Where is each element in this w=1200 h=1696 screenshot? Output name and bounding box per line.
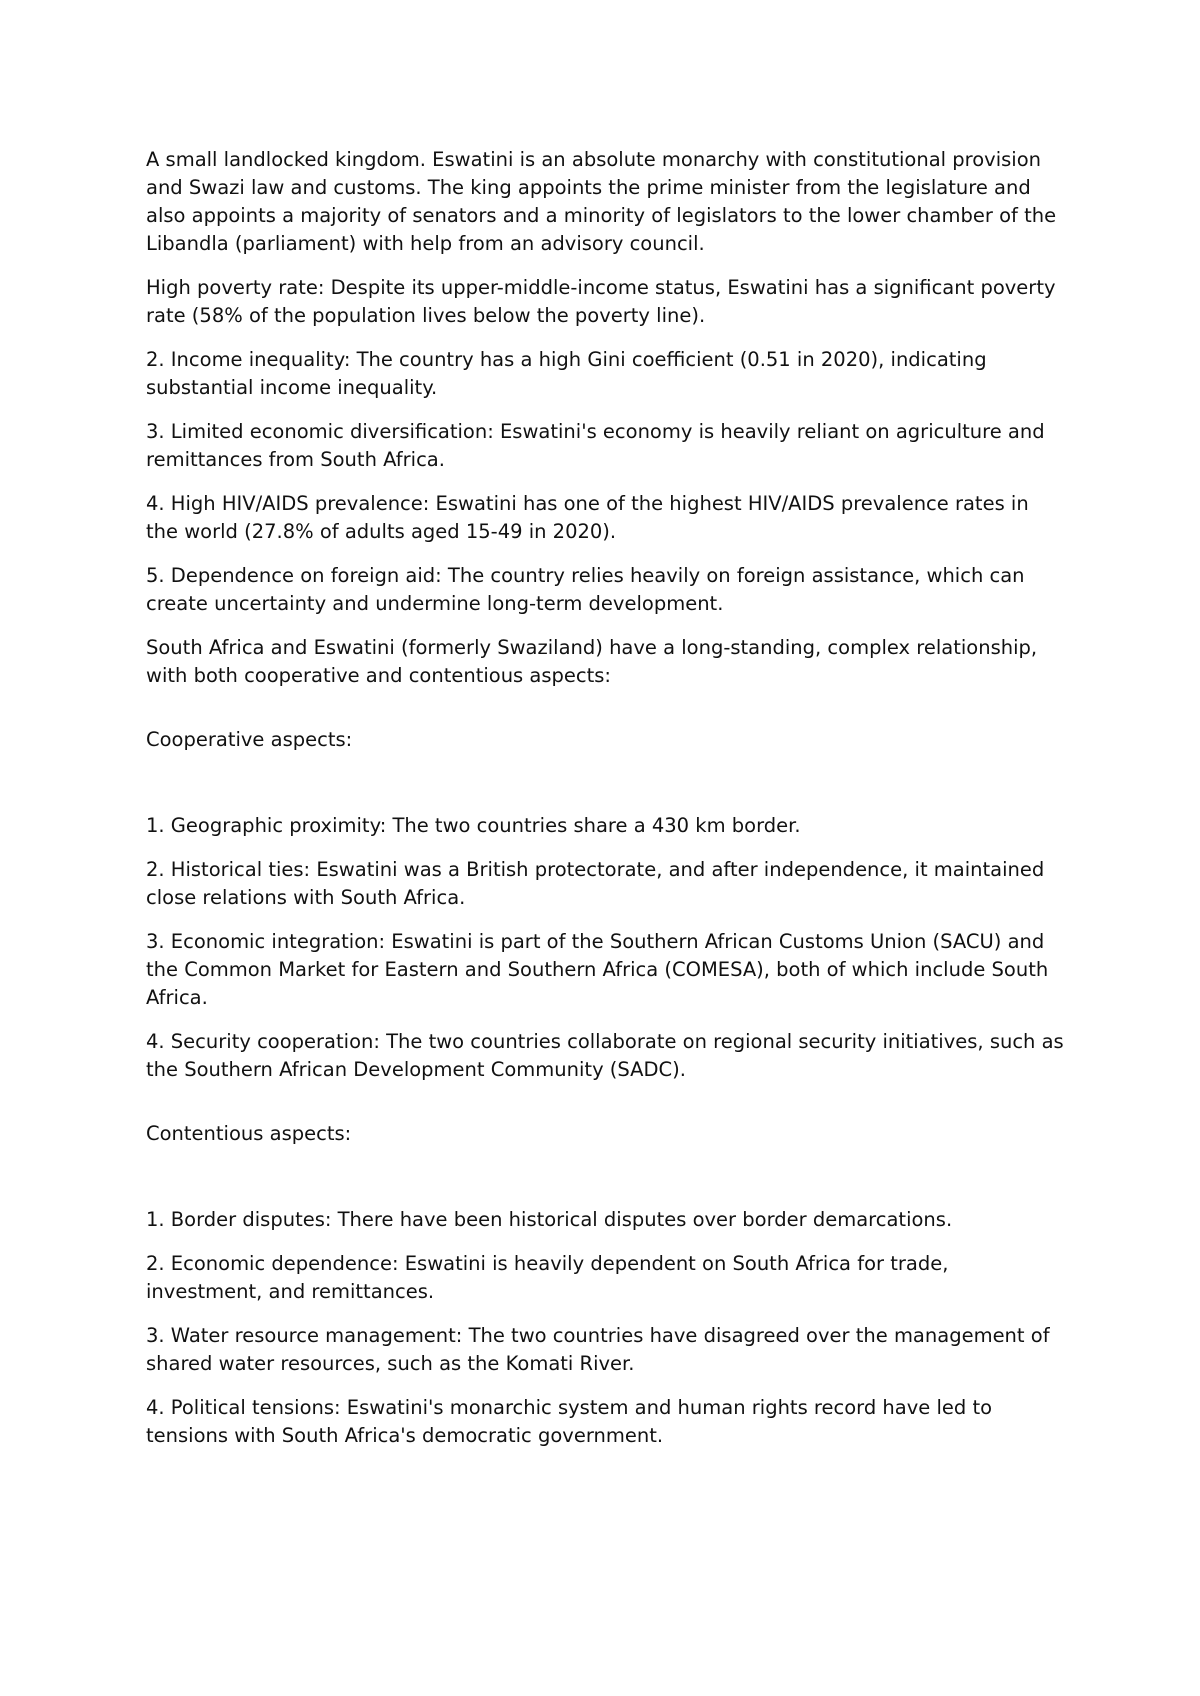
challenge-item: High poverty rate: Despite its upper-middle-income status, Eswatini has a significant poverty rate (58% of the population lives below the poverty line). — [146, 276, 1056, 327]
document-body — [146, 146, 1066, 1466]
contentious-item: 1. Border disputes: There have been historical disputes over border demarcations. — [146, 1208, 953, 1231]
relationship-intro-paragraph: South Africa and Eswatini (formerly Swaziland) have a long-standing, complex relationship, with both cooperative and contentious aspects: — [146, 636, 1038, 687]
cooperative-item: 4. Security cooperation: The two countries collaborate on regional security initiatives, such as the Southern African Development Community (SADC). — [146, 1030, 1064, 1081]
contentious-item: 3. Water resource management: The two countries have disagreed over the management of shared water resources, such as the Komati River. — [146, 1324, 1050, 1375]
cooperative-item: 2. Historical ties: Eswatini was a British protectorate, and after independence, it maintained close relations with South Africa. — [146, 858, 1045, 909]
challenge-item: 2. Income inequality: The country has a high Gini coefficient (0.51 in 2020), indicating substantial income inequality. — [146, 348, 987, 399]
cooperative-item: 3. Economic integration: Eswatini is part of the Southern African Customs Union (SACU) and the Common Market for Eastern and Southern Africa (COMESA), both of which include South Africa. — [146, 930, 1049, 1009]
cooperative-item: 1. Geographic proximity: The two countries share a 430 km border. — [146, 814, 801, 837]
challenge-item: 3. Limited economic diversification: Eswatini's economy is heavily reliant on agriculture and remittances from South Africa. — [146, 420, 1045, 471]
contentious-aspects-heading: Contentious aspects: — [146, 1122, 352, 1145]
cooperative-aspects-heading: Cooperative aspects: — [146, 728, 353, 751]
contentious-item: 4. Political tensions: Eswatini's monarchic system and human rights record have led to tensions with South Africa's democratic government. — [146, 1396, 993, 1447]
challenge-item: 4. High HIV/AIDS prevalence: Eswatini has one of the highest HIV/AIDS prevalence rates in the world (27.8% of adults aged 15-49 in 2020). — [146, 492, 1029, 543]
challenge-item: 5. Dependence on foreign aid: The country relies heavily on foreign assistance, which can create uncertainty and undermine long-term development. — [146, 564, 1025, 615]
intro-paragraph: A small landlocked kingdom. Eswatini is an absolute monarchy with constitutional provision and Swazi law and customs. The king appoints the prime minister from the legislature and also appoints a majority of senators and a minority of legislators to the lower chamber of the Libandla (parliament) with help from an advisory council. — [146, 148, 1057, 255]
contentious-item: 2. Economic dependence: Eswatini is heavily dependent on South Africa for trade, investment, and remittances. — [146, 1252, 949, 1303]
